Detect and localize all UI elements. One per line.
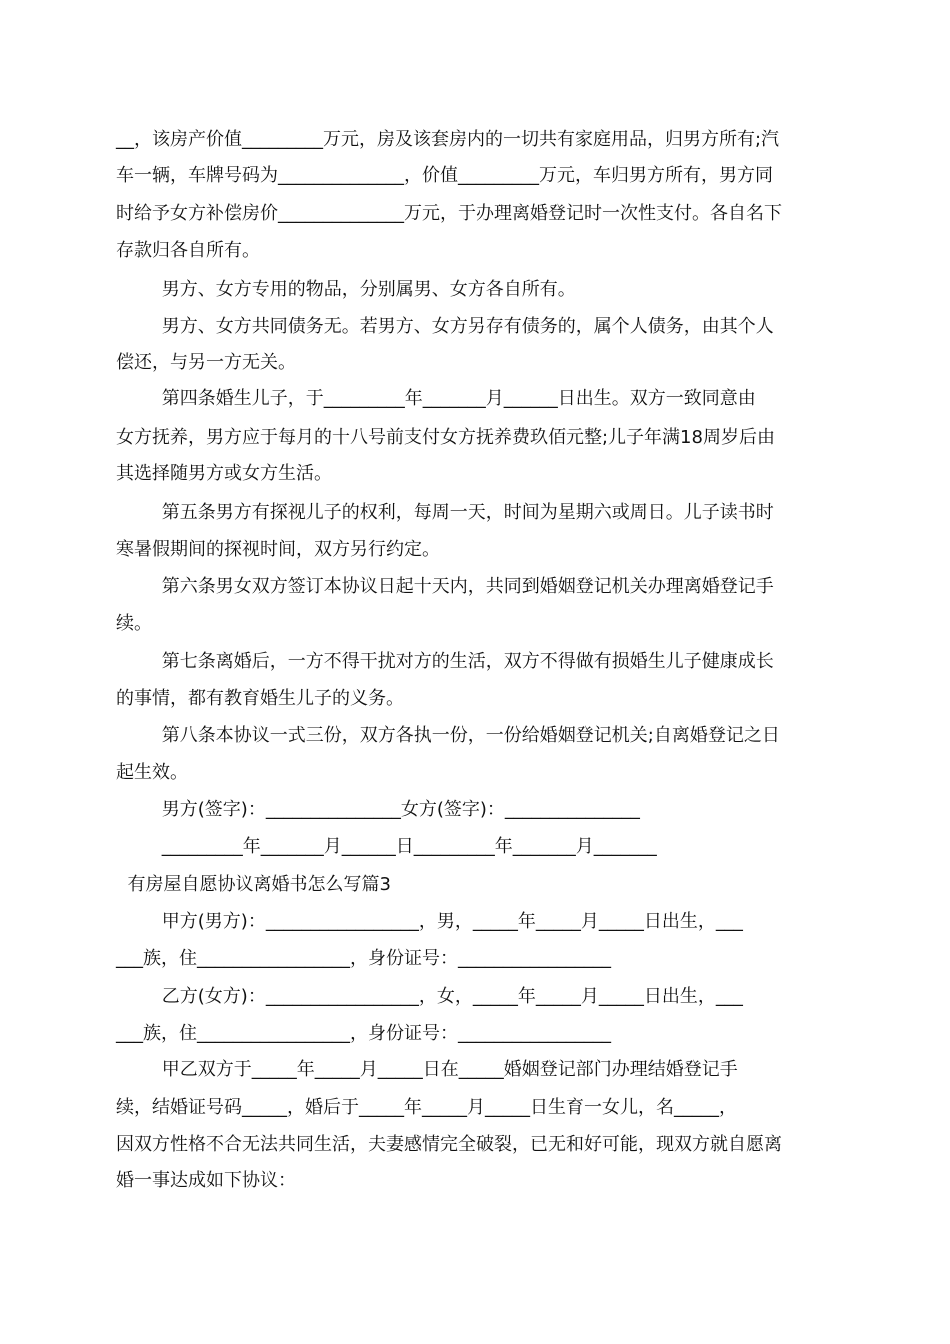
text-line: 时给予女方补偿房价______________万元，于办理离婚登记时一次性支付。各自名下 — [116, 203, 782, 224]
text-line: 的事情，都有教育婚生儿子的义务。 — [116, 688, 404, 709]
text-line: 续。 — [116, 613, 152, 634]
text-line: 偿还，与另一方无关。 — [116, 352, 296, 373]
text-line: __，该房产价值_________万元，房及该套房内的一切共有家庭用品，归男方所有;汽 — [116, 129, 780, 150]
text-line: 第四条婚生儿子，于_________年_______月______日出生。双方一致同意由 — [116, 388, 756, 409]
text-line: 男方、女方专用的物品，分别属男、女方各自所有。 — [116, 279, 576, 300]
section-heading: 有房屋自愿协议离婚书怎么写篇3 — [116, 874, 391, 895]
text-line: 第六条男女双方签订本协议日起十天内，共同到婚姻登记机关办理离婚登记手 — [116, 576, 774, 597]
signature-line: 男方(签字)：_______________女方(签字)：_______________ — [116, 799, 640, 820]
text-line: 第八条本协议一式三份，双方各执一份，一份给婚姻登记机关;自离婚登记之日 — [116, 725, 780, 746]
text-line: 其选择随男方或女方生活。 — [116, 463, 332, 484]
text-line: 第五条男方有探视儿子的权利，每周一天，时间为星期六或周日。儿子读书时 — [116, 502, 774, 523]
text-line: ___族，住_________________，身份证号：_________________ — [116, 948, 611, 969]
text-line: 存款归各自所有。 — [116, 240, 260, 261]
text-line: 第七条离婚后，一方不得干扰对方的生活，双方不得做有损婚生儿子健康成长 — [116, 651, 774, 672]
text-line: 寒暑假期间的探视时间，双方另行约定。 — [116, 539, 440, 560]
text-line: 起生效。 — [116, 762, 188, 783]
text-line: 甲乙双方于_____年_____月_____日在_____婚姻登记部门办理结婚登记手 — [116, 1059, 738, 1080]
text-line: 婚一事达成如下协议： — [116, 1170, 296, 1191]
text-line: ___族，住_________________，身份证号：_________________ — [116, 1023, 611, 1044]
text-line: 女方抚养，男方应于每月的十八号前支付女方抚养费玖佰元整;儿子年满18周岁后由 — [116, 427, 775, 448]
text-line: 因双方性格不合无法共同生活，夫妻感情完全破裂，已无和好可能，现双方就自愿离 — [116, 1134, 782, 1155]
text-line: 续，结婚证号码_____，婚后于_____年_____月_____日生育一女儿，名_____， — [116, 1097, 737, 1118]
text-line: 车一辆，车牌号码为______________，价值_________万元，车归男方所有，男方同 — [116, 165, 773, 186]
text-line: 甲方(男方)：_________________，男，_____年_____月_____日出生，___ — [116, 911, 743, 932]
text-line: 男方、女方共同债务无。若男方、女方另存有债务的，属个人债务，由其个人 — [116, 316, 774, 337]
text-line: 乙方(女方)：_________________，女，_____年_____月_____日出生，___ — [116, 986, 743, 1007]
date-line: _________年_______月______日_________年_______月_______ — [116, 836, 657, 857]
